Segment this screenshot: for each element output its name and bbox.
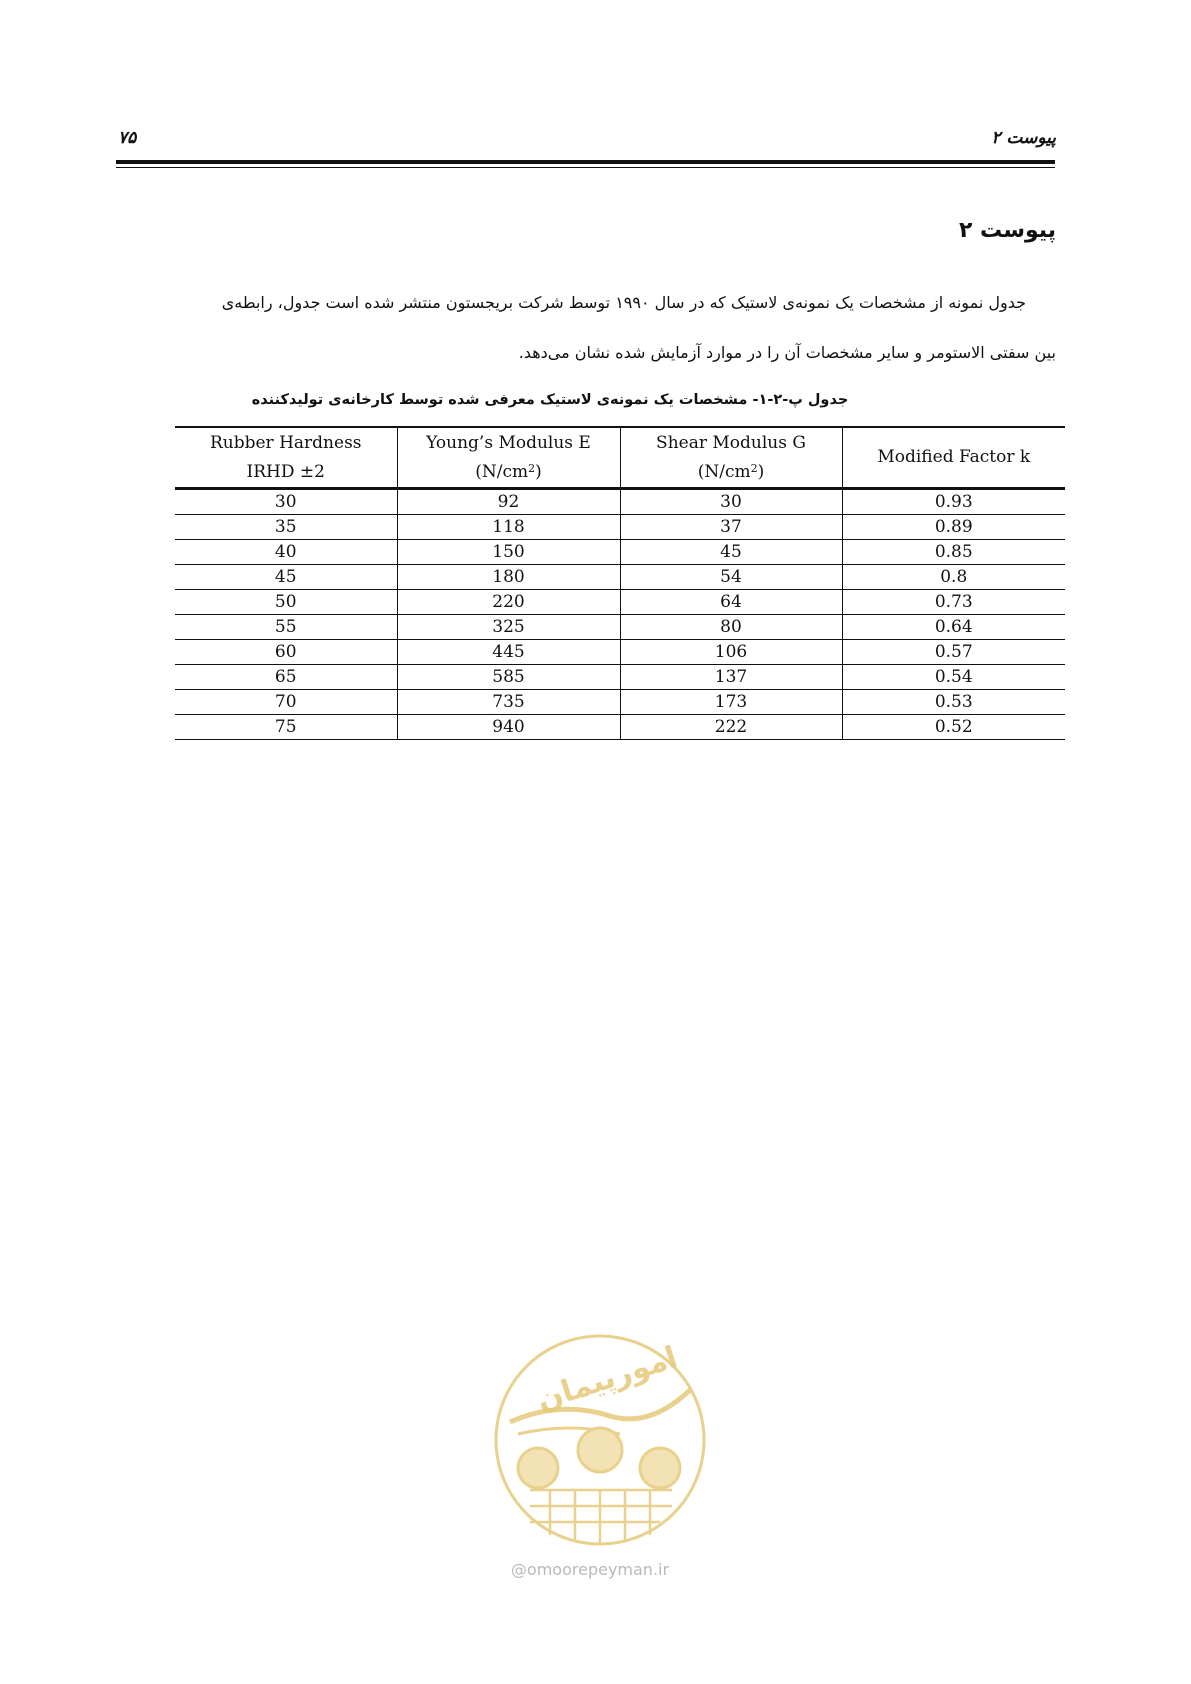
table-header-row [175, 427, 1065, 489]
table-cell: 70 [175, 690, 397, 715]
table-cell: 180 [397, 565, 620, 590]
table-caption: جدول پ-۲-۱- مشخصات یک نمونه‌ی لاستیک معرفی شده توسط کارخانه‌ی تولیدکننده [251, 392, 849, 408]
intro-paragraph [125, 278, 1056, 378]
section-heading: پیوست ۲ [958, 218, 1056, 243]
header-text: ) [535, 461, 542, 482]
table-cell: 80 [620, 615, 842, 640]
table-cell: 54 [620, 565, 842, 590]
column-header-hardness [175, 427, 397, 489]
header-text: Modified Factor k [877, 447, 1031, 467]
table-cell: 35 [175, 515, 397, 540]
table-row [175, 690, 1065, 715]
header-text: Rubber Hardness [209, 432, 362, 453]
table-cell: 222 [620, 715, 842, 740]
table-cell: 0.54 [842, 665, 1065, 690]
table-cell: 137 [620, 665, 842, 690]
table-row [175, 515, 1065, 540]
table-cell: 30 [620, 489, 842, 515]
column-header-youngs-modulus [397, 427, 620, 489]
table-cell: 60 [175, 640, 397, 665]
header-text: ) [757, 461, 765, 482]
table-cell: 64 [620, 590, 842, 615]
watermark-logo [490, 1330, 710, 1550]
table-cell: 40 [175, 540, 397, 565]
table-cell: 45 [175, 565, 397, 590]
table-cell: 50 [175, 590, 397, 615]
table-cell: 0.89 [842, 515, 1065, 540]
column-header-modified-factor [842, 427, 1065, 489]
table-cell: 0.73 [842, 590, 1065, 615]
table-cell: 106 [620, 640, 842, 665]
header-rule-thin [116, 167, 1055, 168]
table-row [175, 640, 1065, 665]
watermark-logo-text: امورپیمان [532, 1339, 682, 1419]
table-row [175, 540, 1065, 565]
table-cell: 0.64 [842, 615, 1065, 640]
header-text: (N/cm [475, 461, 529, 482]
table-cell: 92 [397, 489, 620, 515]
table-row [175, 565, 1065, 590]
table-cell: 65 [175, 665, 397, 690]
page-number: ۷۵ [118, 128, 137, 148]
watermark-url: @omoorepeyman.ir [510, 1560, 670, 1579]
table-cell: 173 [620, 690, 842, 715]
table-row [175, 590, 1065, 615]
table-cell: 0.8 [842, 565, 1065, 590]
header-text: (N/cm [697, 461, 751, 482]
table-cell: 445 [397, 640, 620, 665]
table-cell: 55 [175, 615, 397, 640]
table-cell: 585 [397, 665, 620, 690]
table-cell: 0.85 [842, 540, 1065, 565]
header-text: IRHD ±2 [246, 461, 325, 482]
table-cell: 0.93 [842, 489, 1065, 515]
table-cell: 30 [175, 489, 397, 515]
table-row [175, 715, 1065, 740]
table-cell: 150 [397, 540, 620, 565]
header-sup: 2 [750, 461, 758, 475]
table-cell: 325 [397, 615, 620, 640]
table-row [175, 615, 1065, 640]
table-cell: 75 [175, 715, 397, 740]
intro-line-2: بین سفتی الاستومر و سایر مشخصات آن را در موارد آزمایش شده نشان می‌دهد. [518, 343, 1056, 362]
table-cell: 735 [397, 690, 620, 715]
table-cell: 220 [397, 590, 620, 615]
table-cell: 0.52 [842, 715, 1065, 740]
table-cell: 118 [397, 515, 620, 540]
table-cell: 940 [397, 715, 620, 740]
rubber-properties-table [175, 426, 1065, 740]
table-row [175, 489, 1065, 515]
intro-line-1: جدول نمونه از مشخصات یک نمونه‌ی لاستیک که در سال ۱۹۹۰ توسط شرکت بریجستون منتشر شده است جدول، رابطه‌ی [221, 293, 1026, 312]
header-rule-thick [116, 160, 1055, 164]
table-cell: 0.57 [842, 640, 1065, 665]
header-sup: 2 [528, 461, 536, 475]
header-text: Young’s Modulus E [426, 432, 591, 453]
table-row [175, 665, 1065, 690]
table-cell: 37 [620, 515, 842, 540]
header-text: Shear Modulus G [656, 432, 806, 453]
column-header-shear-modulus [620, 427, 842, 489]
table-cell: 0.53 [842, 690, 1065, 715]
table-cell: 45 [620, 540, 842, 565]
running-header-title: پیوست ۲ [991, 128, 1056, 148]
